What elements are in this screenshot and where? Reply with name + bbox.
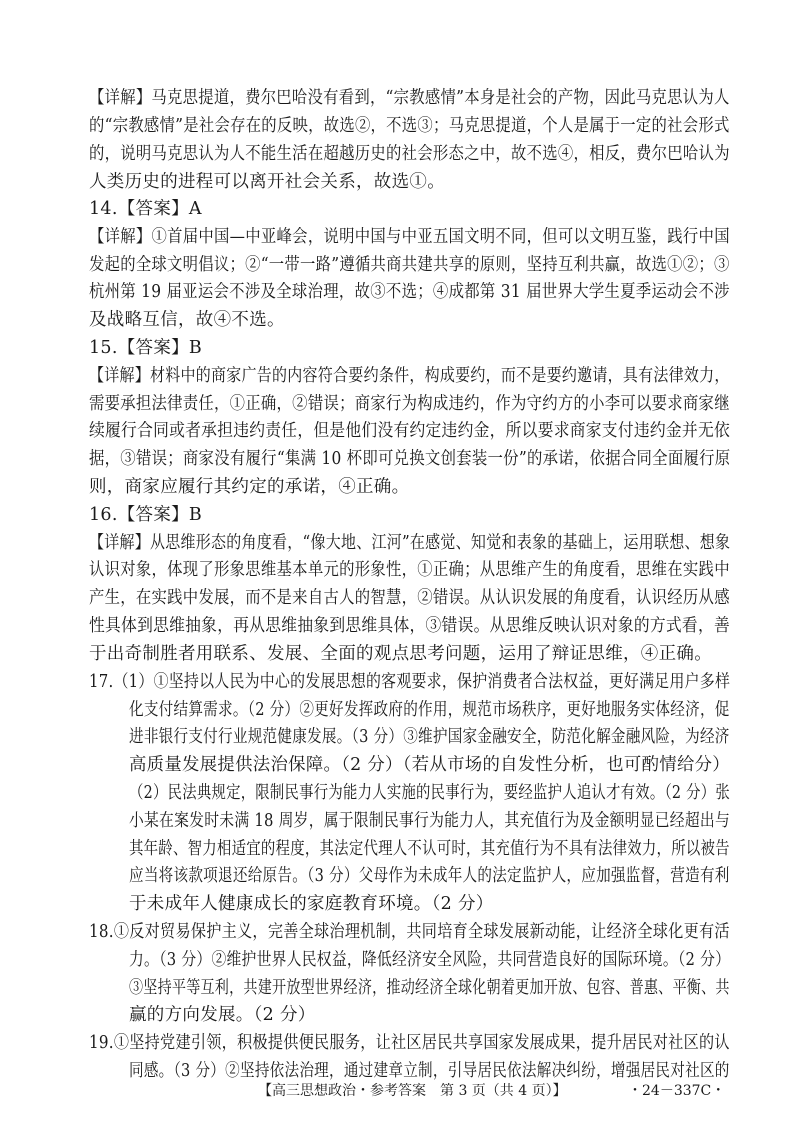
text-line: 力。（3 分）②维护世界人民权益，降低经济安全风险，共同营造良好的国际环境。（2 分）: [129, 950, 731, 970]
text-line: （2）民法典规定，限制民事行为能力人实施的民事行为，要经监护人追认才有效。（2 分）张: [129, 783, 730, 803]
text-line: 的，说明马克思认为人不能生活在超越历史的社会形态之中，故不选④，相反，费尔巴哈认为: [89, 144, 730, 164]
text-line: 杭州第 19 届亚运会不涉及全球治理，故③不选；④成都第 31 届世界大学生夏季运动会不涉: [89, 282, 730, 302]
page-footer: 【高三思想政治・参考答案 第 3 页（共 4 页）】: [258, 1083, 567, 1099]
text-line: 同感。（3 分）②坚持依法治理，通过建章立制，引导居民依法解决纠纷，增强居民对社区的: [129, 1061, 730, 1081]
text-line: 应当将该款项退还给原告。（3 分）父母作为未成年人的法定监护人，应加强监督，营造有利: [129, 866, 730, 886]
text-line: 进非银行支付行业规范健康发展。（3 分）③维护国家金融安全，防范化解金融风险，为经济: [129, 727, 730, 747]
text-line: 【详解】从思维形态的角度看，“像大地、江河”在感觉、知觉和表象的基础上，运用联想、想象: [89, 533, 731, 553]
text-line: 【详解】材料中的商家广告的内容符合要约条件，构成要约，而不是要约邀请，具有法律效力，: [89, 366, 730, 386]
text-line: 发起的全球文明倡议；②“一带一路”遵循共商共建共享的原则，坚持互利共赢，故选①②；③: [89, 255, 730, 275]
question-17-answer: 17.（1）①坚持以人民为中心的发展思想的客观要求，保护消费者合法权益，更好满足用户多样: [89, 672, 731, 692]
question-16-answer: 16.【答案】B: [89, 505, 203, 525]
text-line: 人类历史的进程可以离开社会关系，故选①。: [89, 172, 445, 192]
text-line: 【详解】①首届中国—中亚峰会，说明中国与中亚五国文明不同，但可以文明互鉴，践行中国: [89, 227, 730, 247]
text-line: 其年龄、智力相适宜的程度，其法定代理人不认可时，其充值行为不具有法律效力，所以被告: [129, 839, 730, 859]
question-15-answer: 15.【答案】B: [89, 338, 203, 358]
text-line: 续履行合同或者承担违约责任，但是他们没有约定违约金，所以要求商家支付违约金并无依: [89, 421, 730, 441]
text-line: 据，③错误；商家没有履行“集满 10 杯即可兑换文创套装一份”的承诺，依据合同全面履行原: [89, 449, 731, 469]
text-line: 【详解】马克思提道，费尔巴哈没有看到，“宗教感情”本身是社会的产物，因此马克思认为人: [89, 88, 730, 108]
text-line: ③坚持平等互利，共建开放型世界经济，推动经济全球化朝着更加开放、包容、普惠、平衡、共: [129, 978, 730, 998]
text-line: 及战略互信，故④不选。: [89, 310, 285, 330]
text-line: 产生，在实践中发展，而不是来自古人的智慧，②错误。从认识发展的角度看，认识经历从感: [89, 588, 730, 608]
question-18-answer: 18.①反对贸易保护主义，完善全球治理机制，共同培育全球发展新动能，让经济全球化更有活: [89, 922, 730, 942]
document-code: ・24－337C・: [628, 1083, 726, 1099]
text-line: 需要承担法律责任，①正确，②错误；商家行为构成违约，作为守约方的小李可以要求商家继: [89, 394, 730, 414]
text-line: 性具体到思维抽象，再从思维抽象到思维具体，③错误。从思维反映认识对象的方式看，善: [89, 616, 730, 636]
text-line: 则，商家应履行其约定的承诺，④正确。: [89, 477, 410, 497]
text-line: 化支付结算需求。（2 分）②更好发挥政府的作用，规范市场秩序，更好地服务实体经济，促: [129, 700, 730, 720]
text-line: 于未成年人健康成长的家庭教育环境。（2 分）: [129, 894, 494, 914]
text-line: 认识对象，体现了形象思维基本单元的形象性，①正确；从思维产生的角度看，思维在实践中: [89, 560, 730, 580]
text-line: 小某在案发时未满 18 周岁，属于限制民事行为能力人，其充值行为及金额明显已经超出与: [129, 811, 730, 831]
text-line: 于出奇制胜者用联系、发展、全面的观点思考问题，运用了辩证思维，④正确。: [89, 644, 712, 664]
question-14-answer: 14.【答案】A: [89, 199, 202, 219]
question-19-answer: 19.①坚持党建引领，积极提供便民服务，让社区居民共享国家发展成果，提升居民对社区的认: [89, 1033, 730, 1053]
text-line: 高质量发展提供法治保障。（2 分）（若从市场的自发性分析，也可酌情给分）: [129, 755, 730, 775]
text-line: 的“宗教感情”是社会存在的反映，故选②，不选③；马克思提道，个人是属于一定的社会形式: [89, 116, 730, 136]
text-line: 赢的方向发展。（2 分）: [129, 1005, 316, 1025]
